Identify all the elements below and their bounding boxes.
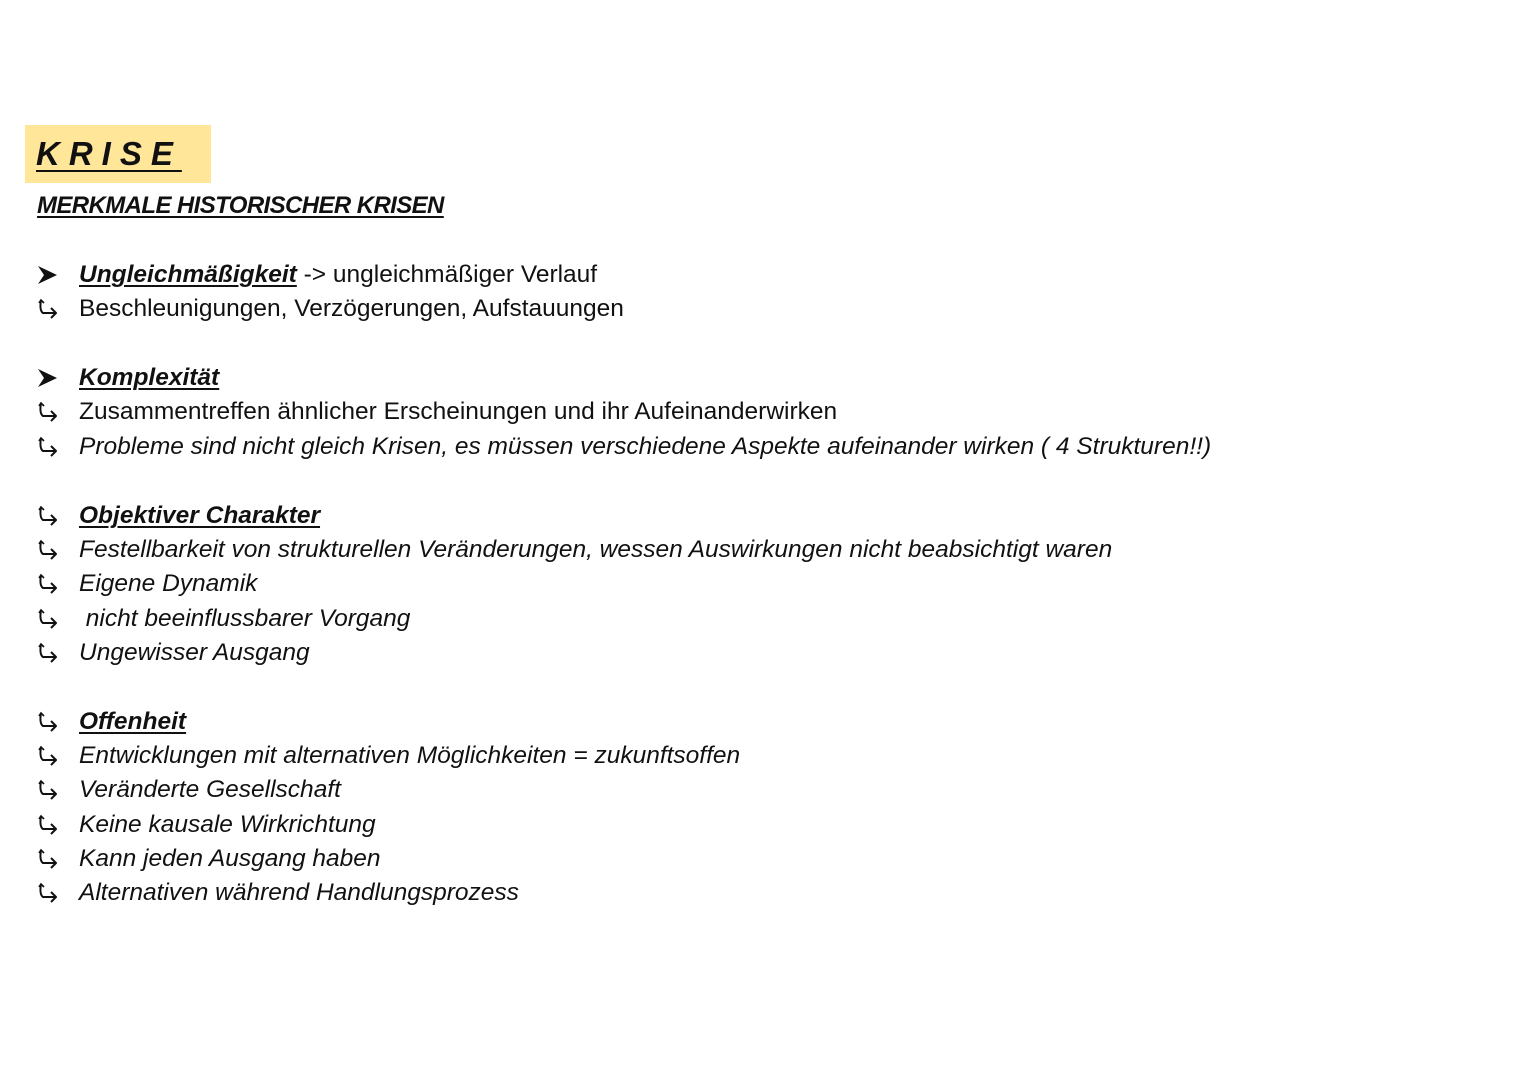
page-title: KRISE xyxy=(36,135,182,172)
curved-arrow-icon xyxy=(36,842,64,876)
item-text: Veränderte Gesellschaft xyxy=(79,776,341,803)
heading-suffix: -> ungleichmäßiger Verlauf xyxy=(296,261,598,288)
item-text: Kann jeden Ausgang haben xyxy=(79,845,381,872)
heading-text: Ungleichmäßigkeit xyxy=(79,261,297,288)
curved-arrow-icon xyxy=(36,567,64,601)
item-text: Ungewisser Ausgang xyxy=(79,639,310,666)
item-text: Festellbarkeit von strukturellen Veränderungen, wessen Auswirkungen nicht beabsichtigt waren xyxy=(79,536,1113,563)
curved-arrow-icon xyxy=(36,430,64,464)
arrowhead-icon xyxy=(36,361,64,395)
heading-text: Komplexität xyxy=(79,364,220,391)
item-text: nicht beeinflussbarer Vorgang xyxy=(79,605,411,632)
item-text: Beschleunigungen, Verzögerungen, Aufstauungen xyxy=(79,295,624,322)
curved-arrow-icon xyxy=(36,636,64,670)
curved-arrow-icon xyxy=(36,876,64,910)
item-text: Eigene Dynamik xyxy=(79,570,258,597)
curved-arrow-icon xyxy=(36,602,64,636)
item-text: Entwicklungen mit alternativen Möglichkeiten = zukunftsoffen xyxy=(79,742,741,769)
item-text: Zusammentreffen ähnlicher Erscheinungen und ihr Aufeinanderwirken xyxy=(79,398,838,425)
heading-text: Objektiver Charakter xyxy=(79,502,321,529)
curved-arrow-icon xyxy=(36,739,64,773)
arrowhead-icon xyxy=(36,258,64,292)
page-subtitle: MERKMALE HISTORISCHER KRISEN xyxy=(37,192,444,219)
curved-arrow-icon xyxy=(36,773,64,807)
curved-arrow-icon xyxy=(36,292,64,326)
curved-arrow-icon xyxy=(36,499,64,533)
curved-arrow-icon xyxy=(36,705,64,739)
curved-arrow-icon xyxy=(36,533,64,567)
heading-text: Offenheit xyxy=(79,708,187,735)
item-text: Alternativen während Handlungsprozess xyxy=(79,879,519,906)
curved-arrow-icon xyxy=(36,395,64,429)
curved-arrow-icon xyxy=(36,808,64,842)
item-text: Probleme sind nicht gleich Krisen, es müssen verschiedene Aspekte aufeinander wirken ( 4 Strukturen!!) xyxy=(79,433,1212,460)
item-text: Keine kausale Wirkrichtung xyxy=(79,811,376,838)
